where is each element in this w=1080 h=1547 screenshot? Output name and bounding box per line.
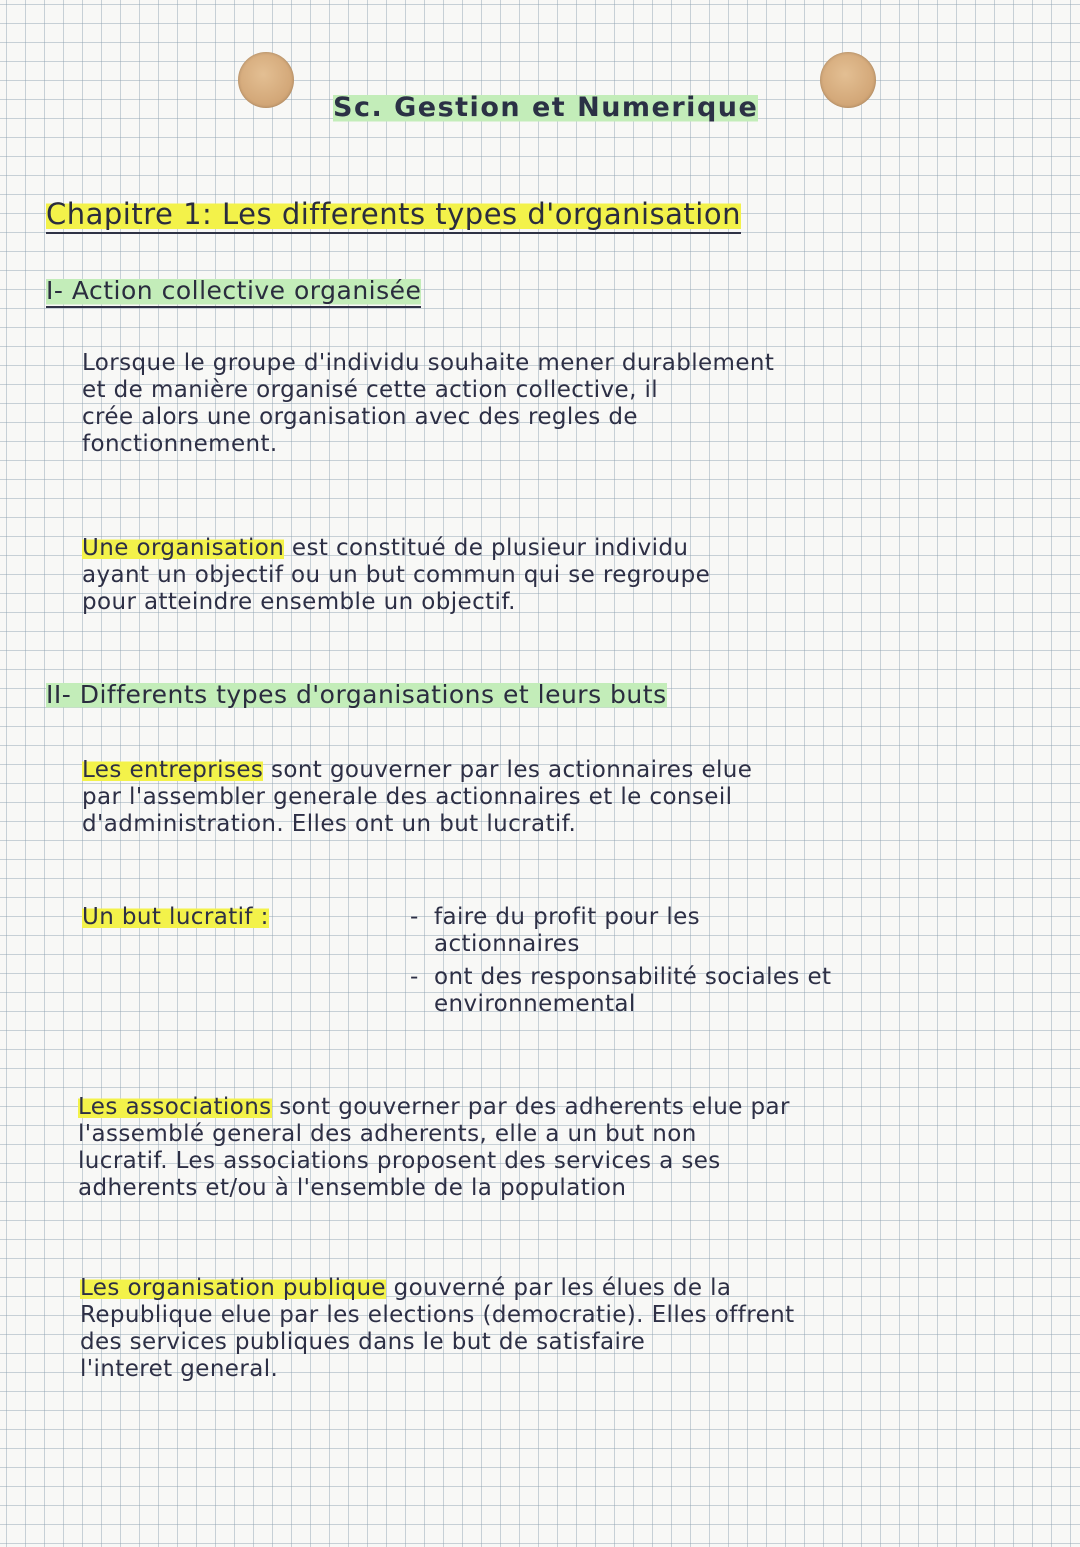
paragraph-line: ayant un objectif ou un but commun qui se regroupe [82, 562, 711, 588]
page-title-text: Sc. Gestion et Numerique [333, 92, 759, 123]
paragraph-line: l'assemblé general des adherents, elle a un but non [78, 1121, 697, 1147]
paragraph-text: sont gouverner par des adherents elue par [271, 1094, 790, 1120]
term-but-lucratif: Un but lucratif : [82, 904, 269, 930]
paragraph-line: d'administration. Elles ont un but lucratif. [82, 811, 577, 837]
paragraph-line: pour atteindre ensemble un objectif. [82, 589, 516, 615]
associations-paragraph [78, 1094, 790, 1202]
section-2-heading [46, 680, 667, 709]
term-entreprises: Les entreprises [82, 757, 264, 783]
but-lucratif-term [82, 904, 269, 931]
list-item-line: - ont des responsabilité sociales et [434, 964, 832, 990]
paragraph-text: est constitué de plusieur individu [284, 535, 689, 561]
paragraph-line [82, 535, 710, 562]
list-item [410, 964, 831, 1018]
paragraph-line: Republique elue par les elections (democratie). Elles offrent [80, 1302, 795, 1328]
section-1-paragraph-1 [82, 350, 774, 458]
paragraph-line [80, 1275, 795, 1302]
section-1-paragraph-2 [82, 535, 710, 616]
paragraph-line: crée alors une organisation avec des regles de [82, 404, 638, 430]
paragraph-line: fonctionnement. [82, 431, 278, 457]
term-organisation: Une organisation [82, 535, 285, 561]
term-organisation-publique: Les organisation publique [80, 1275, 386, 1301]
list-item-line: actionnaires [434, 931, 580, 957]
organisation-publique-paragraph [80, 1275, 795, 1383]
section-1-heading [46, 276, 421, 305]
list-item [410, 904, 831, 958]
paragraph-line: par l'assembler generale des actionnaires et le conseil [82, 784, 733, 810]
list-item-line: - faire du profit pour les [434, 904, 701, 930]
binder-hole-right [820, 52, 876, 108]
page-title [333, 92, 758, 123]
paragraph-line: Lorsque le groupe d'individu souhaite mener durablement [82, 350, 775, 376]
paragraph-line: adherents et/ou à l'ensemble de la population [78, 1175, 627, 1201]
term-associations: Les associations [78, 1094, 272, 1120]
paragraph-line: des services publiques dans le but de satisfaire [80, 1329, 646, 1355]
chapter-title [46, 197, 741, 231]
paragraph-text: sont gouverner par les actionnaires elue [263, 757, 753, 783]
list-item-line: environnemental [434, 991, 636, 1017]
entreprises-paragraph [82, 757, 752, 838]
chapter-title-text: Chapitre 1: Les differents types d'organisation [46, 197, 741, 234]
paragraph-text: gouverné par les élues de la [385, 1275, 732, 1301]
but-lucratif-list [410, 904, 831, 1018]
paragraph-line: et de manière organisé cette action collective, il [82, 377, 659, 403]
paragraph-line [82, 757, 752, 784]
paragraph-line: l'interet general. [80, 1356, 279, 1382]
paragraph-line: lucratif. Les associations proposent des services a ses [78, 1148, 721, 1174]
binder-hole-left [238, 52, 294, 108]
paragraph-line [78, 1094, 790, 1121]
section-2-heading-text: II- Differents types d'organisations et leurs buts [46, 680, 667, 709]
section-1-heading-text: I- Action collective organisée [46, 276, 421, 308]
